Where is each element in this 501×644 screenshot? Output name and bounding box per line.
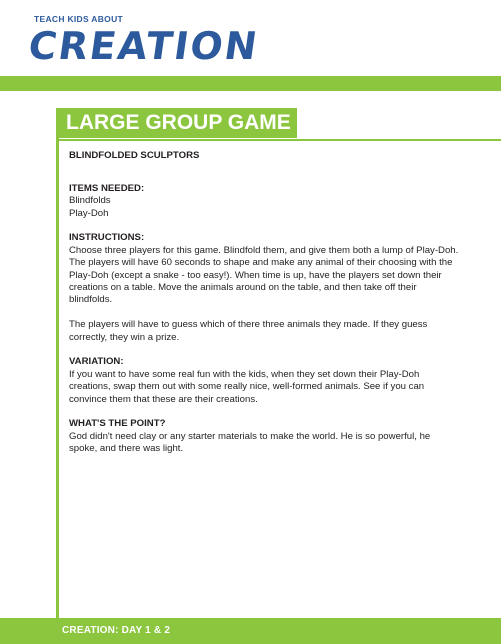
instructions-heading: INSTRUCTIONS: (69, 232, 145, 244)
variation-paragraph: If you want to have some real fun with the kids, when they set down their Play-Doh creations, swap them out with some really nice, well-formed animals. See if you can convince them that these are their creations. (69, 368, 425, 405)
section-title-underline (57, 139, 501, 141)
spacer (69, 162, 461, 174)
spacer (69, 175, 461, 183)
game-name: BLINDFOLDED SCULPTORS (69, 150, 200, 161)
spacer (69, 406, 461, 418)
top-accent-bar (0, 76, 501, 91)
point-heading: WHAT'S THE POINT? (69, 418, 166, 430)
left-accent-rule (56, 108, 59, 644)
spacer (69, 307, 461, 319)
item-play-doh: Play-Doh (69, 207, 109, 219)
brand-header (25, 14, 262, 68)
point-paragraph: God didn't need clay or any starter materials to make the world. He is so powerful, he spoke, and there was light. (69, 430, 431, 455)
item-blindfolds: Blindfolds (69, 195, 111, 207)
spacer (69, 220, 461, 232)
footer-label: CREATION: DAY 1 & 2 (62, 625, 171, 636)
footer-bar (0, 618, 501, 644)
brand-tagline: TEACH KIDS ABOUT (34, 14, 124, 24)
items-heading: ITEMS NEEDED: (69, 182, 145, 194)
game-content (69, 150, 461, 456)
instructions-paragraph-1: Choose three players for this game. Blindfold them, and give them both a lump of Play-Doh. The players will have 60 seconds to shape and make any animal of their choosing with the Play-Doh (except a snake - too easy!). When time is up, have the players set down their creations on a table. Move the animals around on the table, and then take off their blindfolds. (69, 244, 459, 306)
section-title: LARGE GROUP GAME (57, 108, 297, 138)
instructions-paragraph-2: The players will have to guess which of there three animals they made. If they guess correctly, they win a prize. (69, 319, 428, 343)
variation-heading: VARIATION: (69, 356, 124, 368)
brand-logo: CREATION (25, 24, 262, 68)
spacer (69, 344, 461, 356)
